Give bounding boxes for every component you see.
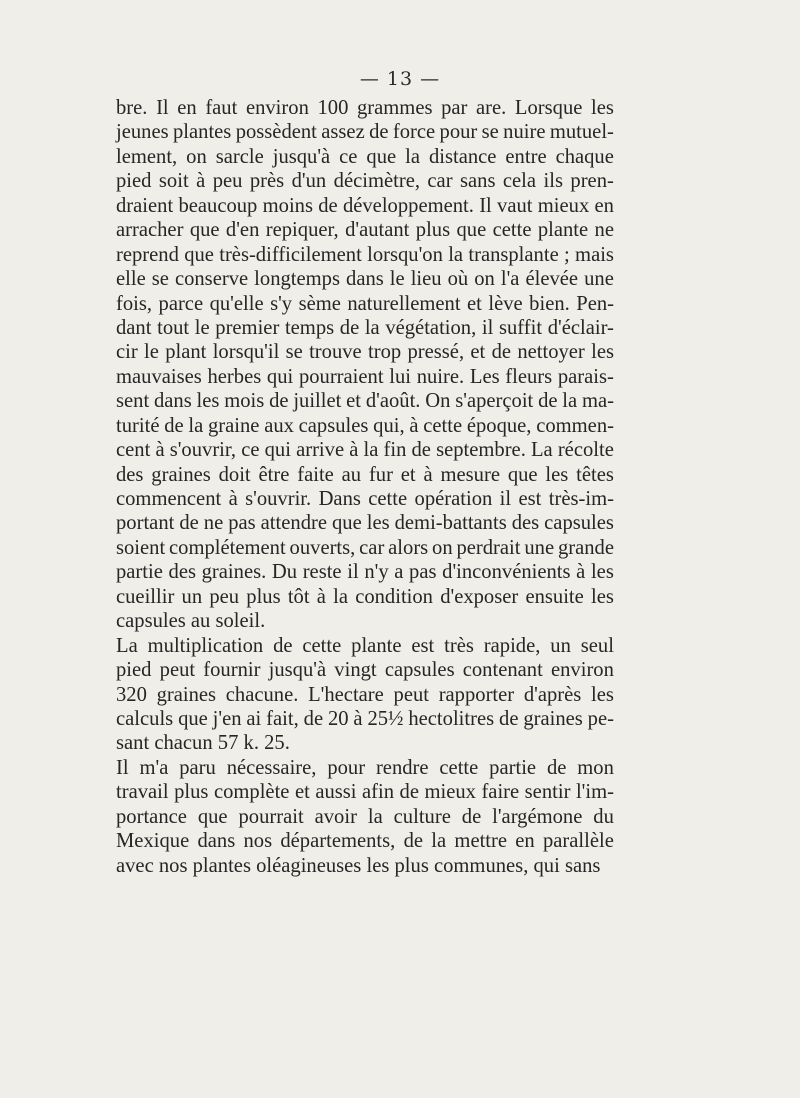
text-line: soient complétement ouverts, car alors on perdrait une grande bbox=[116, 536, 614, 559]
text-line: draient beaucoup moins de développement. Il vaut mieux en bbox=[116, 194, 614, 217]
text-line: dant tout le premier temps de la végétation, il suffit d'éclair- bbox=[116, 316, 614, 339]
text-line: pied peut fournir jusqu'à vingt capsules contenant environ bbox=[116, 659, 614, 682]
text-line: avec nos plantes oléagineuses les plus communes, qui sans bbox=[116, 854, 601, 877]
body-text bbox=[116, 96, 614, 878]
text-line: arracher que d'en repiquer, d'autant plus que cette plante ne bbox=[116, 219, 614, 242]
text-line: commencent à s'ouvrir. Dans cette opération il est très-im- bbox=[116, 488, 614, 510]
text-line: lement, on sarcle jusqu'à ce que la distance entre chaque bbox=[116, 145, 614, 168]
text-line: 320 graines chacune. L'hectare peut rapporter d'après les bbox=[116, 683, 614, 706]
text-line: capsules au soleil. bbox=[116, 610, 266, 633]
text-line: reprend que très-difficilement lorsqu'on la transplante ; mais bbox=[116, 243, 614, 266]
paragraph bbox=[116, 756, 614, 878]
text-line: cent à s'ouvrir, ce qui arrive à la fin de septembre. La récolte bbox=[116, 439, 614, 462]
text-line: Mexique dans nos départements, de la mettre en parallèle bbox=[116, 830, 614, 853]
page-number: — 13 — bbox=[359, 68, 441, 90]
text-line: La multiplication de cette plante est très rapide, un seul bbox=[116, 634, 614, 657]
text-line: Il m'a paru nécessaire, pour rendre cette partie de mon bbox=[116, 756, 614, 779]
text-line: jeunes plantes possèdent assez de force pour se nuire mutuel- bbox=[116, 121, 614, 144]
text-line: cueillir un peu plus tôt à la condition d'exposer ensuite les bbox=[116, 585, 614, 608]
text-line: travail plus complète et aussi afin de mieux faire sentir l'im- bbox=[116, 781, 614, 804]
text-line: cir le plant lorsqu'il se trouve trop pressé, et de nettoyer les bbox=[116, 341, 614, 364]
text-line: portant de ne pas attendre que les demi-battants des capsules bbox=[116, 512, 614, 535]
paragraph bbox=[116, 96, 614, 634]
paragraph bbox=[116, 634, 614, 756]
text-line: calculs que j'en ai fait, de 20 à 25½ hectolitres de graines pe- bbox=[116, 707, 614, 730]
text-line: turité de la graine aux capsules qui, à cette époque, commen- bbox=[116, 414, 614, 437]
text-line: sant chacun 57 k. 25. bbox=[116, 732, 290, 755]
text-line: elle se conserve longtemps dans le lieu où on l'a élevée une bbox=[116, 268, 614, 291]
text-line: partie des graines. Du reste il n'y a pas d'inconvénients à les bbox=[116, 561, 614, 584]
text-line: fois, parce qu'elle s'y sème naturellement et lève bien. Pen- bbox=[116, 292, 614, 315]
text-line: des graines doit être faite au fur et à mesure que les têtes bbox=[116, 463, 614, 486]
text-line: portance que pourrait avoir la culture de l'argémone du bbox=[116, 805, 614, 828]
text-line: mauvaises herbes qui pourraient lui nuire. Les fleurs parais- bbox=[116, 365, 614, 388]
text-line: bre. Il en faut environ 100 grammes par are. Lorsque les bbox=[116, 97, 614, 119]
text-line: sent dans les mois de juillet et d'août. On s'aperçoit de la ma- bbox=[116, 390, 614, 413]
text-line: pied soit à peu près d'un décimètre, car sans cela ils pren- bbox=[116, 170, 614, 193]
